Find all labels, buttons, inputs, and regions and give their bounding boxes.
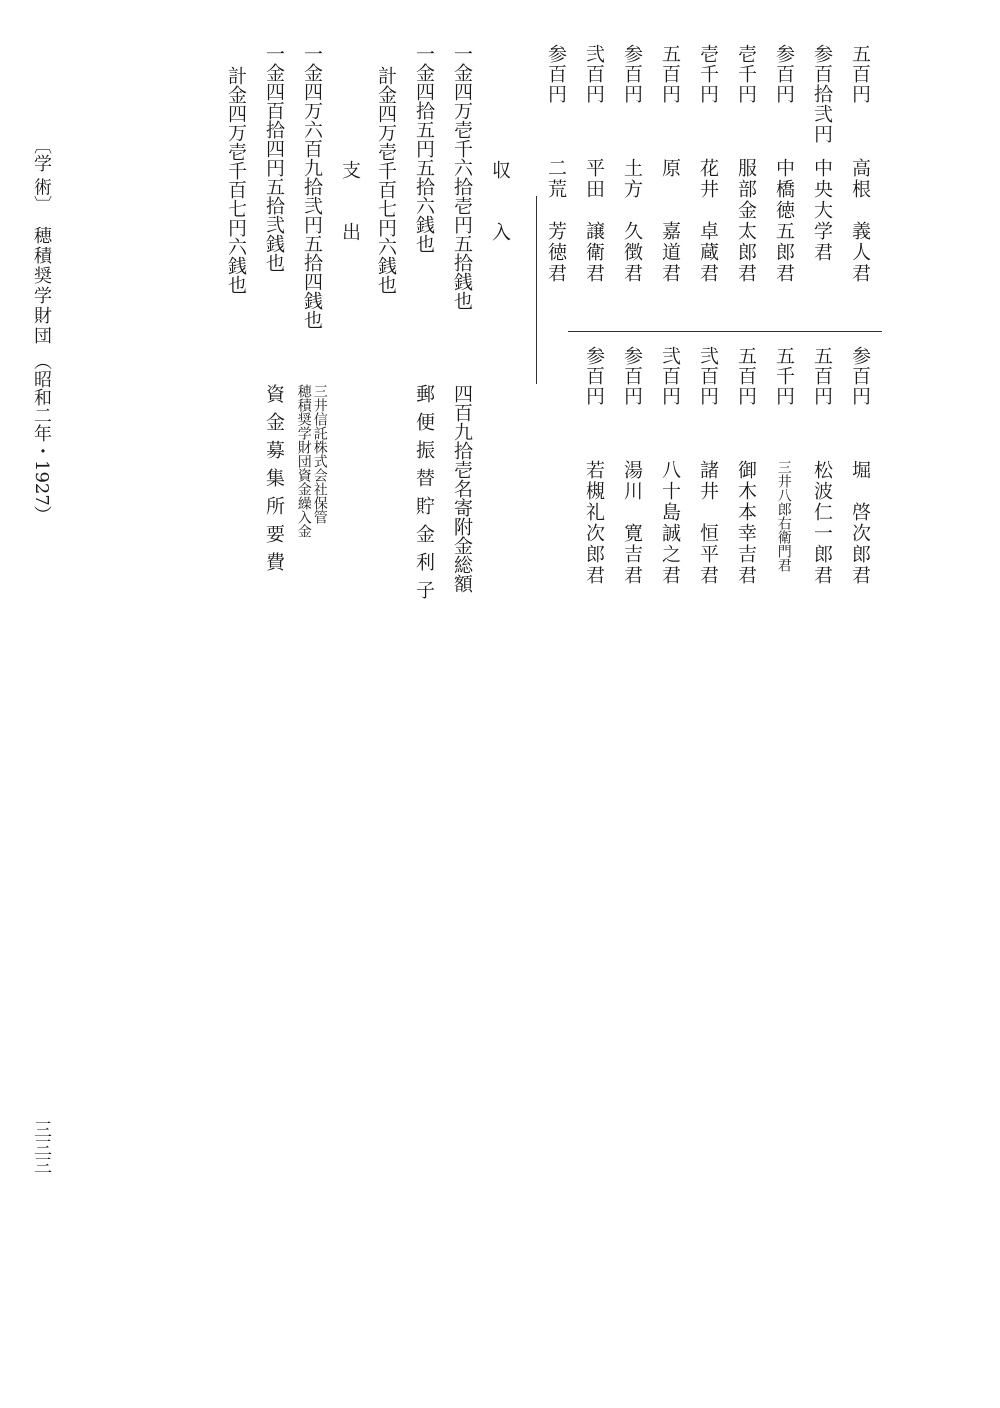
- donor-name: 原 嘉道君: [659, 158, 681, 284]
- donor-amount: 参百円: [621, 346, 643, 406]
- income-amount: 一金四万壱千六拾壱円五拾銭也: [451, 44, 473, 310]
- donor-name: 御木本幸吉君: [735, 460, 757, 586]
- donor-name: 土方 久徴君: [621, 158, 643, 284]
- column-divider: [536, 196, 537, 384]
- expenditure-amount: 一金四万六百九拾弐円五拾四銭也: [301, 44, 323, 329]
- page-title: 穂積奨学財団: [31, 226, 52, 346]
- expenditure-description: 三井信託株式会社保管: [311, 384, 328, 524]
- income-description: 四百九拾壱名寄附金総額: [451, 384, 473, 593]
- expenditure-heading: 支 出: [339, 160, 361, 253]
- donor-amount: 参百円: [621, 44, 643, 104]
- category-label: 〔学 術〕: [31, 136, 52, 214]
- income-amount: 一金四拾五円五拾六銭也: [413, 44, 435, 253]
- donor-amount: 壱千円: [735, 44, 757, 104]
- donor-name: 服部金太郎君: [735, 158, 757, 284]
- expenditure-description: 資金募集所要費: [263, 384, 285, 580]
- donor-name: 高根 義人君: [849, 158, 871, 284]
- donor-name: 堀 啓次郎君: [849, 460, 871, 586]
- donor-name: 松波仁一郎君: [811, 460, 833, 586]
- donor-amount: 五百円: [849, 44, 871, 104]
- donor-amount: 壱千円: [697, 44, 719, 104]
- expenditure-amount: 一金四百拾四円五拾弐銭也: [263, 44, 285, 272]
- expenditure-description: 穂積奨学財団資金繰入金: [295, 384, 312, 538]
- donor-amount: 五百円: [811, 346, 833, 406]
- income-total: 計金四万壱千百七円六銭也: [375, 66, 397, 294]
- donor-name: 中橋徳五郎君: [773, 158, 795, 284]
- donor-amount: 五千円: [773, 346, 795, 406]
- date-label: （昭和二年・1927）: [31, 352, 52, 524]
- donor-name: 八十島誠之君: [659, 460, 681, 586]
- page-number: 三三三: [31, 1120, 52, 1174]
- donor-amount: 参百円: [849, 346, 871, 406]
- donor-name: 中央大学君: [811, 158, 833, 263]
- donor-amount: 参百円: [545, 44, 567, 104]
- income-heading: 収 入: [489, 160, 511, 253]
- donor-amount: 弐百円: [659, 346, 681, 406]
- donor-name: 花井 卓蔵君: [697, 158, 719, 284]
- donor-name: 諸井 恒平君: [697, 460, 719, 586]
- section-divider: [568, 331, 882, 332]
- donor-name: 平田 譲衛君: [583, 158, 605, 284]
- donor-amount: 参百円: [773, 44, 795, 104]
- income-description: 郵便振替貯金利子: [413, 384, 435, 608]
- expenditure-total: 計金四万壱千百七円六銭也: [225, 66, 247, 294]
- donor-name: 三井八郎右衛門君: [775, 460, 792, 572]
- donor-amount: 参百円: [583, 346, 605, 406]
- donor-amount: 弐百円: [583, 44, 605, 104]
- donor-name: 二荒 芳徳君: [545, 158, 567, 284]
- donor-amount: 五百円: [735, 346, 757, 406]
- donor-name: 湯川 寛吉君: [621, 460, 643, 586]
- donor-amount: 弐百円: [697, 346, 719, 406]
- donor-amount: 参百拾弐円: [811, 44, 833, 144]
- donor-amount: 五百円: [659, 44, 681, 104]
- donor-name: 若槻礼次郎君: [583, 460, 605, 586]
